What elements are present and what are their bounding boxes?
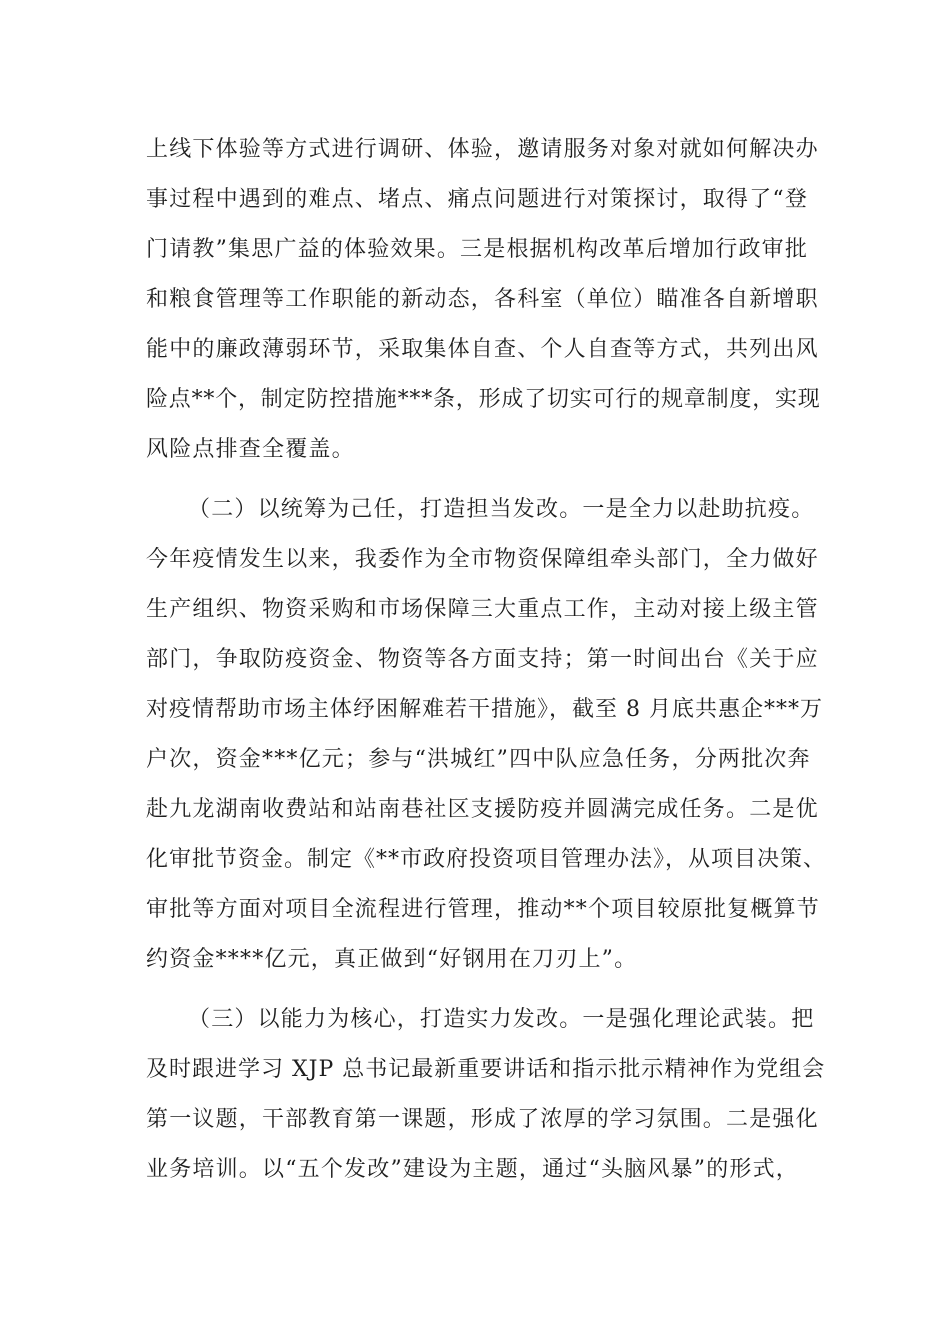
text-line: 险点**个，制定防控措施***条，形成了切实可行的规章制度，实现 bbox=[146, 387, 821, 412]
text-line: 及时跟进学习 XJP 总书记最新重要讲话和指示批示精神作为党组会 bbox=[146, 1057, 826, 1082]
text-line: 能中的廉政薄弱环节，采取集体自查、个人自查等方式，共列出风 bbox=[146, 337, 819, 362]
text-line: 业务培训。以“五个发改”建设为主题，通过“头脑风暴”的形式， bbox=[146, 1157, 799, 1182]
text-line: 对疫情帮助市场主体纾困解难若干措施》，截至 8 月底共惠企***万 bbox=[146, 697, 823, 722]
text-line: 部门，争取防疫资金、物资等各方面支持；第一时间出台《关于应 bbox=[146, 647, 819, 672]
paragraph-heading-2: （二）以统筹为己任，打造担当发改。一是全力以赴助抗疫。 bbox=[188, 497, 815, 522]
text-line: 约资金****亿元，真正做到“好钢用在刀刃上”。 bbox=[146, 947, 638, 972]
text-line: 门请教”集思广益的体验效果。三是根据机构改革后增加行政审批 bbox=[146, 237, 809, 262]
text-line: 生产组织、物资采购和市场保障三大重点工作，主动对接上级主管 bbox=[146, 597, 819, 622]
text-line: 上线下体验等方式进行调研、体验，邀请服务对象对就如何解决办 bbox=[146, 137, 819, 162]
text-line: 审批等方面对项目全流程进行管理，推动**个项目较原批复概算节 bbox=[146, 897, 821, 922]
text-line: 和粮食管理等工作职能的新动态，各科室（单位）瞄准各自新增职 bbox=[146, 287, 819, 312]
text-line: 第一议题，干部教育第一课题，形成了浓厚的学习氛围。二是强化 bbox=[146, 1107, 819, 1132]
text-line: 赴九龙湖南收费站和站南巷社区支援防疫并圆满完成任务。二是优 bbox=[146, 797, 819, 822]
paragraph-heading-3: （三）以能力为核心，打造实力发改。一是强化理论武装。把 bbox=[188, 1007, 815, 1032]
text-line: 事过程中遇到的难点、堵点、痛点问题进行对策探讨，取得了“登 bbox=[146, 187, 809, 212]
text-line: 风险点排查全覆盖。 bbox=[146, 437, 355, 462]
text-line: 今年疫情发生以来，我委作为全市物资保障组牵头部门，全力做好 bbox=[146, 547, 819, 572]
text-line: 化审批节资金。制定《**市政府投资项目管理办法》，从项目决策、 bbox=[146, 847, 827, 872]
text-line: 户次，资金***亿元；参与“洪城红”四中队应急任务，分两批次奔 bbox=[146, 747, 811, 772]
